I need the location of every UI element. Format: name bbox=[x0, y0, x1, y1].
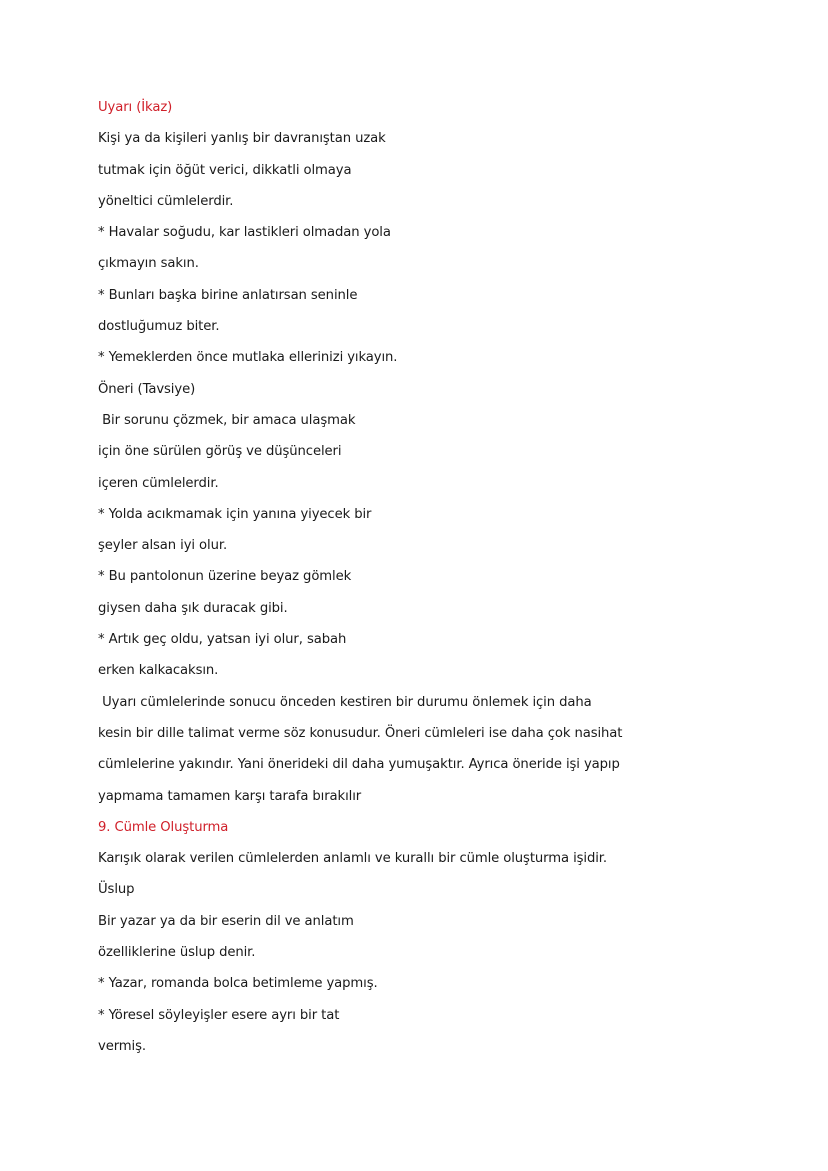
text-line: için öne sürülen görüş ve düşünceleri bbox=[98, 444, 342, 460]
text-line: çıkmayın sakın. bbox=[98, 256, 199, 272]
text-line: özelliklerine üslup denir. bbox=[98, 945, 256, 961]
text-line: Karışık olarak verilen cümlelerden anlamlı ve kurallı bir cümle oluşturma işidir. bbox=[98, 851, 607, 867]
text-line: Bir sorunu çözmek, bir amaca ulaşmak bbox=[98, 412, 356, 428]
document-text bbox=[98, 97, 778, 1067]
text-line: Öneri (Tavsiye) bbox=[98, 381, 196, 397]
section-heading: 9. Cümle Oluşturma bbox=[98, 819, 229, 835]
text-line: içeren cümlelerdir. bbox=[98, 475, 219, 491]
text-line: * Bu pantolonun üzerine beyaz gömlek bbox=[98, 569, 352, 585]
section-heading: Uyarı (İkaz) bbox=[98, 100, 173, 115]
text-line: dostluğumuz biter. bbox=[98, 319, 220, 335]
text-line: * Bunları başka birine anlatırsan seninle bbox=[98, 287, 358, 303]
text-line: * Artık geç oldu, yatsan iyi olur, sabah bbox=[98, 632, 347, 648]
text-line: Üslup bbox=[98, 882, 135, 898]
text-line: * Yazar, romanda bolca betimleme yapmış. bbox=[98, 976, 378, 992]
text-line: Uyarı cümlelerinde sonucu önceden kestiren bir durumu önlemek için daha bbox=[98, 694, 592, 710]
text-line: erken kalkacaksın. bbox=[98, 663, 219, 679]
text-line: tutmak için öğüt verici, dikkatli olmaya bbox=[98, 162, 352, 178]
text-line: giysen daha şık duracak gibi. bbox=[98, 600, 288, 616]
text-line: şeyler alsan iyi olur. bbox=[98, 538, 228, 554]
text-line: yöneltici cümlelerdir. bbox=[98, 193, 234, 209]
text-line: yapmama tamamen karşı tarafa bırakılır bbox=[98, 788, 362, 804]
text-line: * Havalar soğudu, kar lastikleri olmadan yola bbox=[98, 225, 391, 241]
text-line: * Yöresel söyleyişler esere ayrı bir tat bbox=[98, 1007, 340, 1023]
text-line: * Yolda acıkmamak için yanına yiyecek bir bbox=[98, 506, 372, 522]
text-line: * Yemeklerden önce mutlaka ellerinizi yıkayın. bbox=[98, 350, 398, 366]
text-line: kesin bir dille talimat verme söz konusudur. Öneri cümleleri ise daha çok nasihat bbox=[98, 725, 623, 741]
text-line: vermiş. bbox=[98, 1038, 146, 1054]
text-line: Kişi ya da kişileri yanlış bir davranıştan uzak bbox=[98, 131, 386, 147]
text-line: cümlelerine yakındır. Yani önerideki dil daha yumuşaktır. Ayrıca öneride işi yapıp bbox=[98, 757, 620, 773]
text-line: Bir yazar ya da bir eserin dil ve anlatım bbox=[98, 913, 354, 929]
